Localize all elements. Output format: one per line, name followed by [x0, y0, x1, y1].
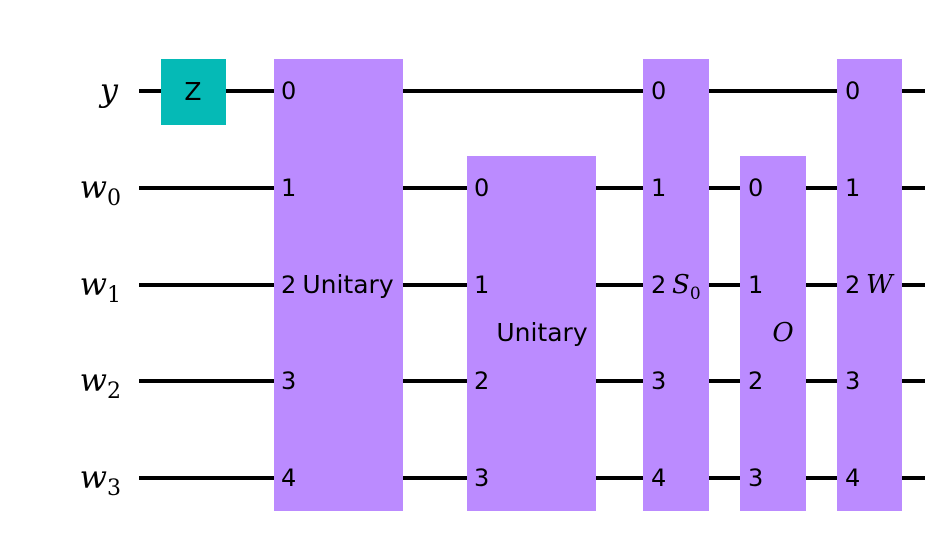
gate-w-pin: 1	[845, 174, 861, 202]
gate-s0-pin: 3	[651, 367, 667, 395]
gate-unitary-2-pin: 0	[474, 174, 490, 202]
gate-o-pin: 2	[748, 367, 764, 395]
gate-unitary-2-label: Unitary	[496, 318, 588, 347]
gate-s0-pin: 1	[651, 174, 667, 202]
gate-w-pin: 2	[845, 271, 861, 299]
qubit-label-w2: $w_2$	[79, 361, 121, 404]
gate-z	[161, 59, 226, 125]
gate-o-pin: 1	[748, 271, 764, 299]
gate-unitary-1-pin: 4	[281, 464, 297, 492]
gate-w-label: W	[866, 270, 893, 300]
qubit-label-y: y	[99, 71, 118, 109]
qubit-label-w1: $w_1$	[79, 265, 121, 308]
gate-o-label: O	[772, 318, 794, 348]
gate-s0-pin: 2	[651, 271, 667, 299]
gate-unitary-1	[274, 59, 403, 511]
gate-unitary-2-pin: 3	[474, 464, 490, 492]
gate-unitary-1-label: Unitary	[302, 270, 394, 299]
gate-unitary-1-pin: 0	[281, 77, 297, 105]
gate-unitary-1-pin: 3	[281, 367, 297, 395]
gate-s0-pin: 0	[651, 77, 667, 105]
gate-unitary-2-pin: 1	[474, 271, 490, 299]
gate-unitary-1-pin: 1	[281, 174, 297, 202]
gate-s0-label: $S_0$	[672, 270, 701, 304]
gate-o-pin: 3	[748, 464, 764, 492]
gate-unitary-2	[467, 156, 596, 511]
qubit-label-w0: $w_0$	[79, 168, 121, 211]
gate-s0	[643, 59, 709, 511]
gate-z-label: Z	[184, 77, 202, 106]
gate-o-pin: 0	[748, 174, 764, 202]
gate-o	[740, 156, 806, 511]
gate-w-pin: 0	[845, 77, 861, 105]
qubit-labels	[80, 71, 121, 501]
gate-unitary-1-pin: 2	[281, 271, 297, 299]
qubit-label-w3: $w_3$	[79, 458, 121, 501]
gate-w-pin: 4	[845, 464, 861, 492]
gate-unitary-2-pin: 2	[474, 367, 490, 395]
gate-w	[837, 59, 902, 511]
gate-s0-pin: 4	[651, 464, 667, 492]
gate-w-pin: 3	[845, 367, 861, 395]
